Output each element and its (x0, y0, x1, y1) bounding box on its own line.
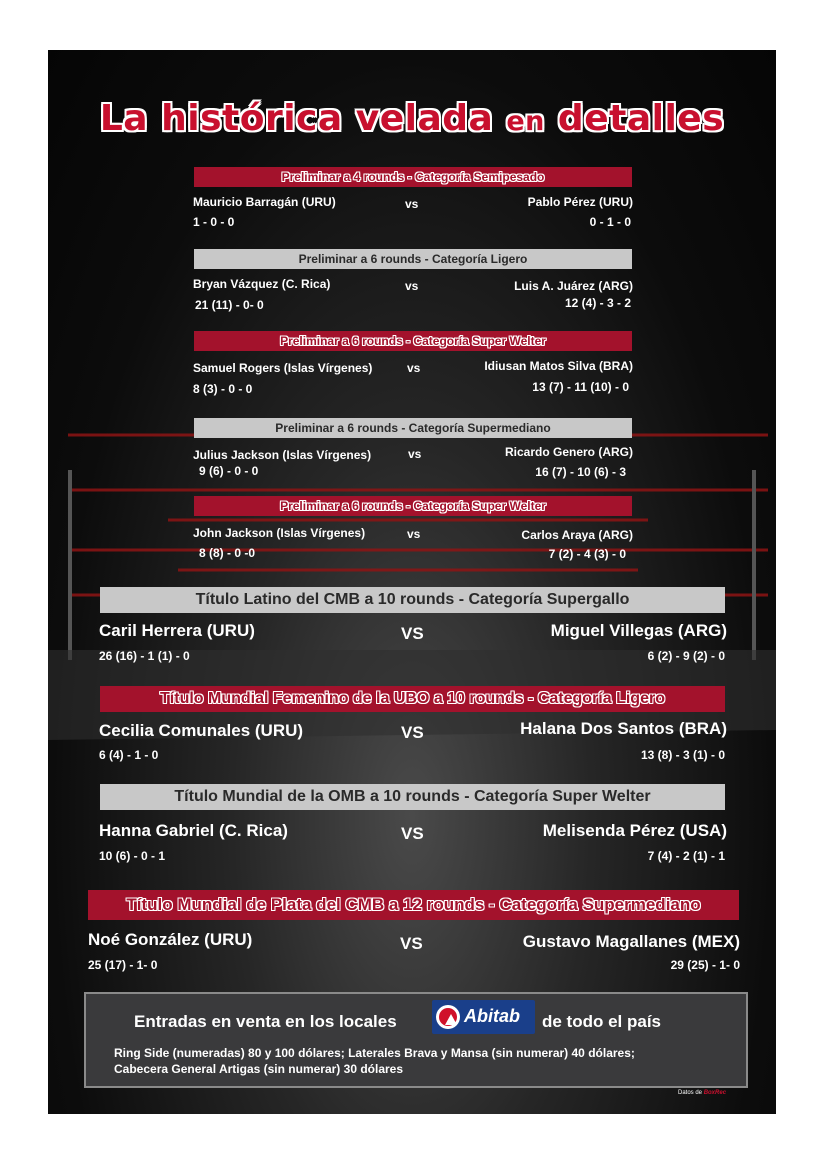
tickets-prices-line1: Ring Side (numeradas) 80 y 100 dólares; Laterales Brava y Mansa (sin numerar) 40 dólares; (114, 1046, 635, 1060)
fighter-right-record: 13 (7) - 11 (10) - 0 (532, 380, 629, 394)
fighter-right-record: 13 (8) - 3 (1) - 0 (640, 748, 725, 762)
fighter-right-name: Melisenda Pérez (USA) (542, 821, 727, 840)
fighter-right-record: 6 (2) - 9 (2) - 0 (647, 649, 725, 663)
fighter-right-name: Miguel Villegas (ARG) (550, 621, 727, 640)
vs-label: VS (401, 723, 424, 742)
bout-header: Título Mundial de Plata del CMB a 12 rounds - Categoría Supermediano (88, 890, 739, 920)
fighter-left-record: 26 (16) - 1 (1) - 0 (99, 649, 190, 663)
vs-label: VS (401, 624, 424, 643)
fighter-right-record: 16 (7) - 10 (6) - 3 (535, 465, 626, 479)
vs-label: vs (407, 527, 421, 541)
vs-label: vs (407, 361, 421, 375)
fighter-right-name: Ricardo Genero (ARG) (504, 445, 633, 459)
boxrec-brand: BoxRec (703, 1090, 727, 1096)
fighter-left-record: 8 (3) - 0 - 0 (193, 382, 253, 396)
fighter-right-name: Idiusan Matos Silva (BRA) (484, 359, 633, 373)
fighter-right-name: Luis A. Juárez (ARG) (514, 279, 633, 293)
fighter-left-record: 8 (8) - 0 -0 (199, 546, 256, 560)
bout-header: Preliminar a 6 rounds - Categoría Super Welter (194, 331, 632, 351)
fighter-right-name: Carlos Araya (ARG) (521, 528, 633, 542)
tickets-outro: de todo el país (542, 1012, 662, 1031)
data-credit: Datos de BoxRec (678, 1090, 727, 1096)
fighter-left-record: 21 (11) - 0- 0 (195, 298, 264, 312)
fighter-right-name: Halana Dos Santos (BRA) (520, 719, 727, 738)
fighter-right-record: 7 (2) - 4 (3) - 0 (548, 547, 626, 561)
fighter-left-name: Samuel Rogers (Islas Vírgenes) (193, 361, 373, 375)
tickets-prices-line2: Cabecera General Artigas (sin numerar) 30 dólares (114, 1062, 404, 1076)
tickets-intro: Entradas en venta en los locales (134, 1012, 397, 1031)
fighter-left-record: 10 (6) - 0 - 1 (99, 849, 166, 863)
fighter-right-record: 0 - 1 - 0 (589, 215, 631, 229)
fighter-left-name: Julius Jackson (Islas Vírgenes) (193, 448, 372, 462)
fighter-right-record: 29 (25) - 1- 0 (670, 958, 740, 972)
bout-header: Título Latino del CMB a 10 rounds - Categoría Supergallo (100, 587, 725, 613)
bout-header: Título Mundial Femenino de la UBO a 10 rounds - Categoría Ligero (100, 686, 725, 712)
fighter-right-name: Gustavo Magallanes (MEX) (522, 932, 740, 951)
bout-header: Preliminar a 6 rounds - Categoría Super Welter (194, 496, 632, 516)
tickets-box (84, 992, 748, 1088)
bout-header: Preliminar a 6 rounds - Categoría Supermediano (194, 418, 632, 438)
bout-header: Preliminar a 4 rounds - Categoría Semipesado (194, 167, 632, 187)
vs-label: vs (408, 447, 422, 461)
fighter-left-name: Bryan Vázquez (C. Rica) (193, 277, 331, 291)
fighter-left-record: 1 - 0 - 0 (193, 215, 235, 229)
bout-header: Título Mundial de la OMB a 10 rounds - Categoría Super Welter (100, 784, 725, 810)
abitab-brand: Abitab (464, 1006, 520, 1026)
fighter-left-record: 6 (4) - 1 - 0 (99, 748, 159, 762)
fighter-left-name: Hanna Gabriel (C. Rica) (99, 821, 288, 840)
fighter-left-name: Mauricio Barragán (URU) (193, 195, 336, 209)
fighter-right-record: 7 (4) - 2 (1) - 1 (647, 849, 725, 863)
fighter-left-name: Caril Herrera (URU) (99, 621, 255, 640)
fighter-left-name: John Jackson (Islas Vírgenes) (193, 526, 366, 540)
vs-label: VS (400, 934, 423, 953)
vs-label: vs (405, 197, 419, 211)
vs-label: vs (405, 279, 419, 293)
fighter-left-name: Cecilia Comunales (URU) (99, 721, 304, 740)
page-title: La histórica velada en detalles (99, 98, 725, 139)
abitab-logo (432, 1000, 535, 1034)
vs-label: VS (401, 824, 424, 843)
abitab-logo-icon (436, 1005, 460, 1029)
fighter-right-record: 12 (4) - 3 - 2 (564, 296, 631, 310)
fighter-left-name: Noé González (URU) (88, 930, 253, 949)
bout-header: Preliminar a 6 rounds - Categoría Ligero (194, 249, 632, 269)
poster (48, 50, 776, 1114)
fighter-left-record: 9 (6) - 0 - 0 (199, 464, 259, 478)
fighter-left-record: 25 (17) - 1- 0 (88, 958, 158, 972)
fighter-right-name: Pablo Pérez (URU) (527, 195, 633, 209)
